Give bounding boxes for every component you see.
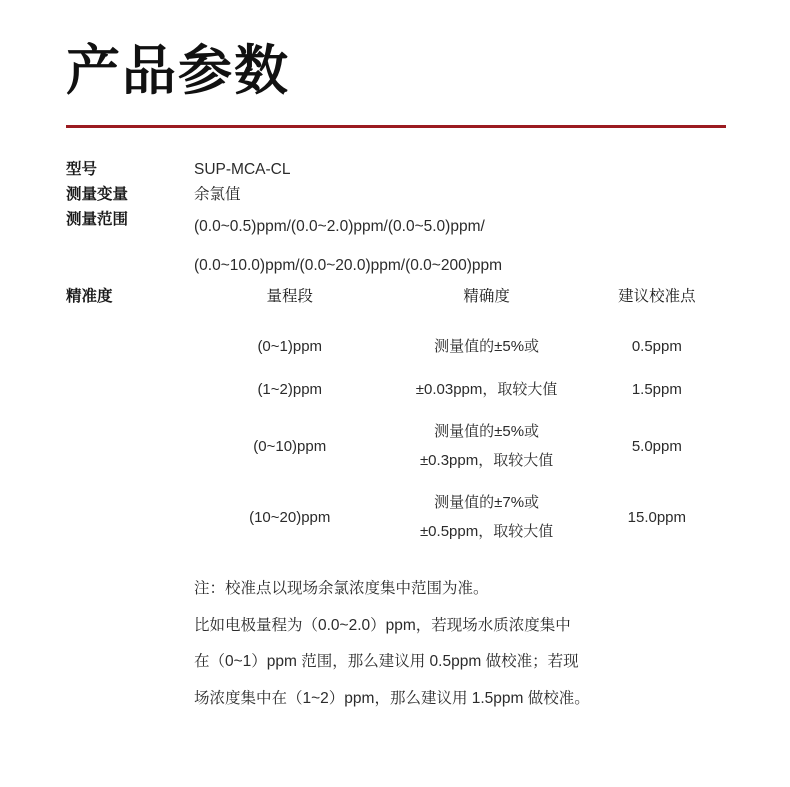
accuracy-cell-range: (10~20)ppm: [249, 508, 331, 526]
accuracy-note-line: 比如电极量程为（0.0~2.0）ppm，若现场水质浓度集中: [194, 616, 571, 634]
accuracy-cell-range: (1~2)ppm: [257, 380, 323, 398]
accuracy-table-wrap: [194, 285, 726, 716]
spec-value-variable: [194, 183, 726, 208]
accuracy-note-line: 在（0~1）ppm 范围，那么建议用 0.5ppm 做校准；若现: [194, 653, 579, 671]
table-row: [194, 326, 726, 369]
spec-table: [66, 158, 726, 717]
accuracy-header-calibration: 建议校准点: [618, 288, 696, 306]
spec-row-range: [66, 208, 726, 286]
spec-row-variable: [66, 183, 726, 208]
spec-label-model: 型号: [66, 161, 98, 179]
accuracy-header-row: [194, 285, 726, 326]
spec-value-line: SUP-MCA-CL: [194, 161, 291, 179]
accuracy-cell-line: 测量值的±5%或: [434, 423, 540, 441]
accuracy-cell-accuracy: [386, 482, 588, 553]
page-title: 产品参数: [66, 41, 290, 101]
spec-label-variable: 测量变量: [66, 186, 129, 204]
accuracy-cell-line: ±0.3ppm，取较大值: [419, 451, 554, 469]
accuracy-cell-line: ±0.03ppm，取较大值: [415, 380, 558, 398]
accuracy-note-line: 场浓度集中在（1~2）ppm，那么建议用 1.5ppm 做校准。: [194, 689, 590, 707]
accuracy-table: [194, 285, 726, 553]
accuracy-header-range: 量程段: [266, 288, 314, 306]
spec-value-line: 余氯值: [194, 186, 241, 204]
accuracy-note-line: 注：校准点以现场余氯浓度集中范围为准。: [194, 580, 489, 598]
title-divider: [66, 125, 726, 128]
spec-row-model: [66, 158, 726, 183]
accuracy-cell-calibration: 5.0ppm: [631, 437, 682, 455]
spec-label-range: 测量范围: [66, 210, 129, 228]
spec-value-line: (0.0~10.0)ppm/(0.0~20.0)ppm/(0.0~200)ppm: [194, 256, 503, 274]
accuracy-note: [194, 571, 726, 717]
table-row: [194, 482, 726, 553]
spec-value-line: (0.0~0.5)ppm/(0.0~2.0)ppm/(0.0~5.0)ppm/: [194, 217, 485, 235]
accuracy-cell-accuracy: [386, 411, 588, 482]
accuracy-cell-accuracy: [386, 326, 588, 369]
accuracy-cell-calibration: 1.5ppm: [631, 380, 682, 398]
table-row: [194, 411, 726, 482]
spec-value-model: [194, 158, 726, 183]
accuracy-header-accuracy: 精确度: [463, 288, 510, 306]
spec-label-accuracy: 精准度: [66, 288, 113, 306]
accuracy-cell-range: (0~1)ppm: [257, 338, 323, 356]
accuracy-cell-range: (0~10)ppm: [253, 437, 327, 455]
table-row: [194, 369, 726, 412]
accuracy-cell-calibration: 15.0ppm: [627, 508, 687, 526]
spec-value-accuracy: [194, 285, 726, 716]
accuracy-cell-line: 测量值的±5%或: [434, 338, 540, 356]
accuracy-cell-line: ±0.5ppm，取较大值: [419, 522, 554, 540]
accuracy-cell-line: 测量值的±7%或: [434, 494, 540, 512]
accuracy-cell-accuracy: [386, 369, 588, 412]
spec-row-accuracy: [66, 285, 726, 716]
spec-value-range: [194, 208, 726, 286]
accuracy-cell-calibration: 0.5ppm: [631, 338, 682, 356]
